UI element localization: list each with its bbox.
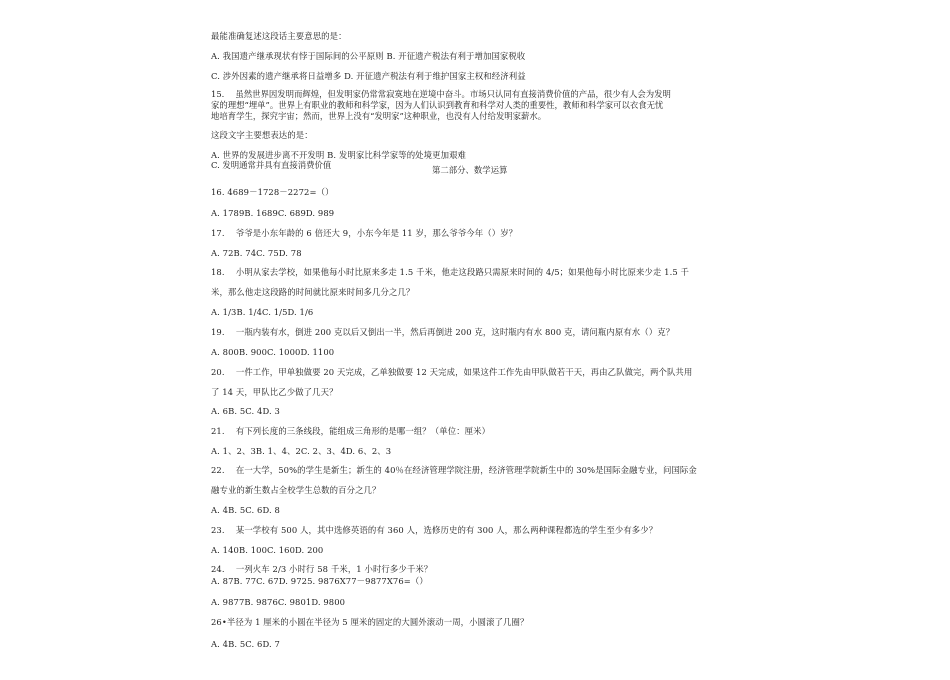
q15-option-c-clipped <box>211 160 332 170</box>
q14-options-ab: A. 我国遗产继承现状有悖于国际间的公平原则 B. 开征遗产税法有利于增加国家税收 <box>211 51 526 61</box>
q14-prompt: 最能准确复述这段话主要意思的是： <box>211 31 347 41</box>
q20-options: A. 6B. 5C. 4D. 3 <box>211 406 280 416</box>
q17-question: 17. 爷爷是小东年龄的 6 倍还大 9，小东今年是 11 岁，那么爷爷今年（）岁？ <box>211 228 518 238</box>
q26-question: 26•半径为 1 厘米的小圆在半径为 5 厘米的固定的大圆外滚动一周，小圆滚了几圈？ <box>211 617 529 627</box>
q20-line-1: 20. 一件工作，甲单独做要 20 天完成，乙单独做要 12 天完成，如果这件工作先由甲队做若干天，再由乙队做完，两个队共用 <box>211 367 693 377</box>
q23-question: 23. 某一学校有 500 人，其中选修英语的有 360 人，选修历史的有 300 人，那么两种课程都选的学生至少有多少？ <box>211 525 658 535</box>
q16-options: A. 1789B. 1689C. 689D. 989 <box>211 208 335 218</box>
q24-question: 24. 一列火车 2/3 小时行 58 千米，1 小时行多少千米？ <box>211 564 433 574</box>
q23-options: A. 140B. 100C. 160D. 200 <box>211 545 324 555</box>
q15-options-ab: A. 世界的发展进步离不开发明 B. 发明家比科学家等的处境更加艰难 <box>211 150 467 160</box>
q18-line-1: 18. 小明从家去学校，如果他每小时比原来多走 1.5 千米，他走这段路只需原来时间的 4/5；如果他每小时比原来少走 1.5 千 <box>211 267 690 277</box>
q15-prompt: 这段文字主要想表达的是： <box>211 130 313 140</box>
q21-question: 21. 有下列长度的三条线段，能组成三角形的是哪一组？（单位：厘米） <box>211 426 491 436</box>
q26-options: A. 4B. 5C. 6D. 7 <box>211 639 280 649</box>
q17-options: A. 72B. 74C. 75D. 78 <box>211 248 302 258</box>
section-title: 第二部分、数学运算 <box>432 165 508 175</box>
q22-options: A. 4B. 5C. 6D. 8 <box>211 505 280 515</box>
q15-line-1: 15. 虽然世界因发明而辉煌，但发明家仍常常寂寞地在逆境中奋斗。市场只认同有直接消费价值的产品，很少有人会为发明 <box>211 89 671 99</box>
q22-line-2: 融专业的新生数占全校学生总数的百分之几？ <box>211 485 381 495</box>
q14-options-cd: C. 涉外因素的遗产继承将日益增多 D. 开征遗产税法有利于维护国家主权和经济利益 <box>211 71 526 81</box>
q19-options: A. 800B. 900C. 1000D. 1100 <box>211 347 335 357</box>
q15-line-2: 家的理想“埋单”。世界上有职业的教师和科学家，因为人们认识到教育和科学对人类的重要性，教师和科学家可以衣食无忧 <box>211 100 664 110</box>
q15-option-c-text: C. 发明通常并具有直接消费价值 <box>211 160 332 170</box>
q22-line-1: 22. 在一大学，50%的学生是新生；新生的 40％在经济管理学院注册，经济管理学院新生中的 30%是国际金融专业，问国际金 <box>211 465 697 475</box>
q15-line-3: 地培育学生，探究宇宙；然而，世界上没有“发明家”这种职业，也没有人付给发明家薪水。 <box>211 111 547 121</box>
q19-question: 19. 一瓶内装有水，倒进 200 克以后又倒出一半，然后再倒进 200 克，这时瓶内有水 800 克，请问瓶内原有水（）克？ <box>211 327 675 337</box>
q15-paragraph <box>211 89 751 122</box>
q21-options: A. 1、2、3B. 1、4、2C. 2、3、4D. 6、2、3 <box>211 446 392 456</box>
q24-options-and-q25: A. 87B. 77C. 67D. 9725. 9876X77－9877X76=（） <box>211 576 428 586</box>
q16-question: 16. 4689－1728－2272=（） <box>211 187 334 197</box>
q25-options: A. 9877B. 9876C. 9801D. 9800 <box>211 597 346 607</box>
q18-line-2: 米，那么他走这段路的时间就比原来时间多几分之几？ <box>211 287 415 297</box>
q18-options: A. 1/3B. 1/4C. 1/5D. 1/6 <box>211 307 314 317</box>
q20-line-2: 了 14 天，甲队比乙少做了几天？ <box>211 387 338 397</box>
